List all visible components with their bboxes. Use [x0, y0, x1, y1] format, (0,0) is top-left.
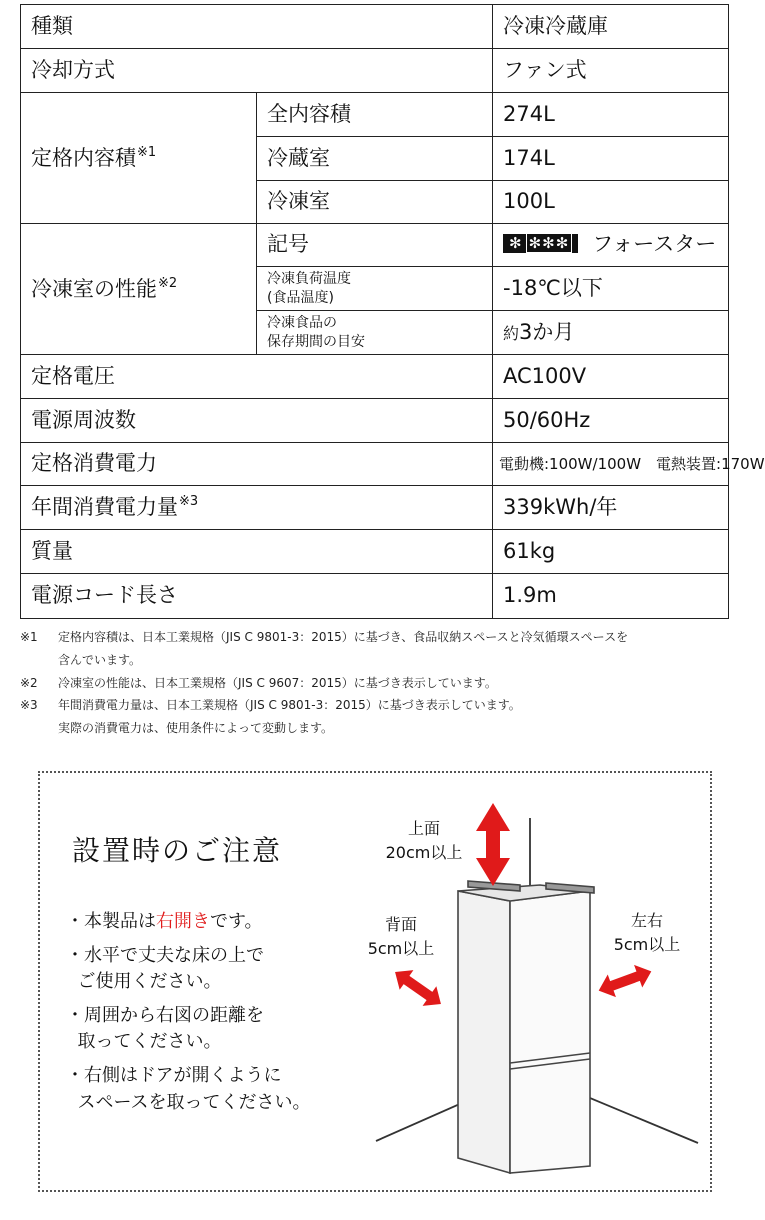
caution-text: です。: [210, 911, 263, 932]
symbol-value: フォースター: [592, 232, 717, 257]
caution-text: ・右側はドアが開くように: [66, 1065, 282, 1087]
top-distance: 20cm以上: [385, 843, 463, 862]
total-label: 全内容積: [257, 93, 493, 137]
power-label: 定格消費電力: [21, 443, 493, 486]
spec-row-annual: [21, 486, 729, 530]
caution-text: ・本製品は: [66, 911, 156, 932]
load-temp-value: -18℃以下: [493, 267, 729, 311]
type-label: 種類: [21, 5, 493, 49]
footnote-line: 含んでいます。: [58, 652, 142, 667]
spec-row-symbol: [21, 224, 729, 267]
load-temp-label: [257, 267, 493, 311]
four-star-badge: [503, 234, 578, 253]
footnote-1: [20, 626, 735, 672]
top-clearance-arrow-icon: [476, 803, 510, 886]
caution-text: スペースを取ってください。: [77, 1091, 311, 1113]
footnote-3: [20, 694, 735, 740]
storage-label: [257, 311, 493, 355]
installation-caution-box: [38, 771, 712, 1192]
cooling-label: 冷却方式: [21, 49, 493, 93]
capacity-label-cell: [21, 93, 257, 224]
storage-value-cell: [493, 311, 729, 355]
freezer-label: 冷凍室: [257, 181, 493, 224]
capacity-note: ※1: [137, 144, 157, 160]
back-distance: 5cm以上: [367, 939, 435, 958]
storage-label-line2: 保存期間の目安: [267, 333, 365, 350]
footnote-mark: ※3: [20, 698, 38, 713]
load-temp-label-line1: 冷凍負荷温度: [267, 270, 351, 287]
star-icon: ✻: [509, 234, 523, 253]
perf-label: 冷凍室の性能: [31, 276, 157, 301]
spec-row-type: [21, 5, 729, 49]
footnote-text: 冷凍室の性能は、日本工業規格（JIS C 9607：2015）に基づき表示しています。: [58, 675, 497, 690]
perf-label-cell: [21, 224, 257, 355]
perf-note: ※2: [158, 275, 178, 291]
voltage-label: 定格電圧: [21, 355, 493, 399]
mass-value: 61kg: [493, 530, 729, 574]
load-temp-label-line2: (食品温度): [267, 289, 334, 306]
footnote-line: 定格内容積は、日本工業規格（JIS C 9801-3：2015）に基づき、食品収納スペースと冷気循環スペースを: [58, 630, 629, 644]
power-value: 電動機:100W/100W 電熱装置:170W: [493, 443, 729, 486]
caution-text: ・周囲から右図の距離を: [66, 1005, 264, 1027]
spec-row-cooling: [21, 49, 729, 93]
top-label: 上面: [407, 819, 440, 838]
caution-text: ・水平で丈夫な床の上で: [66, 945, 264, 967]
footnote-2: [20, 672, 735, 695]
footnote-text: [58, 694, 735, 740]
footnote-mark: ※1: [20, 630, 38, 644]
footnotes: [20, 626, 735, 740]
top-clearance-label: [379, 817, 469, 865]
side-label: 左右: [630, 911, 663, 930]
back-clearance-arrow-icon: [388, 962, 448, 1014]
storage-value: 3か月: [519, 319, 575, 344]
mass-label: 質量: [21, 530, 493, 574]
cord-label: 電源コード長さ: [21, 574, 493, 619]
back-clearance-label: [356, 913, 446, 961]
side-clearance-label: [602, 909, 692, 957]
spec-row-power: [21, 443, 729, 486]
footnote-line: 実際の消費電力は、使用条件によって変動します。: [58, 721, 334, 736]
spec-row-freq: [21, 399, 729, 443]
capacity-label: 定格内容積: [31, 145, 136, 170]
symbol-value-cell: [493, 224, 729, 267]
storage-value-prefix: 約: [503, 323, 520, 343]
fridge-label: 冷蔵室: [257, 137, 493, 181]
annual-label: 年間消費電力量: [31, 495, 178, 520]
annual-note: ※3: [179, 494, 199, 510]
total-value: 274L: [493, 93, 729, 137]
side-distance: 5cm以上: [613, 935, 681, 954]
clearance-diagram: [40, 773, 710, 1190]
footnote-mark: ※2: [20, 675, 38, 690]
spec-row-total: [21, 93, 729, 137]
side-clearance-arrow-icon: [595, 960, 656, 1002]
three-star-box-icon: ✻✻✻: [526, 233, 573, 253]
annual-label-cell: [21, 486, 493, 530]
storage-label-line1: 冷凍食品の: [267, 314, 337, 331]
freq-label: 電源周波数: [21, 399, 493, 443]
freezer-value: 100L: [493, 181, 729, 224]
freq-value: 50/60Hz: [493, 399, 729, 443]
symbol-label: 記号: [257, 224, 493, 267]
voltage-value: AC100V: [493, 355, 729, 399]
annual-value: 339kWh/年: [493, 486, 729, 530]
footnote-text: [58, 626, 735, 672]
refrigerator-icon: [458, 881, 594, 1173]
footnote-line: 年間消費電力量は、日本工業規格（JIS C 9801-3：2015）に基づき表示しています。: [58, 698, 521, 713]
cooling-value: ファン式: [493, 49, 729, 93]
spec-table: [20, 4, 765, 619]
caution-text: 取ってください。: [77, 1031, 222, 1053]
caution-text: ご使用ください。: [77, 971, 222, 993]
cord-value: 1.9m: [493, 574, 729, 619]
spec-row-cord: [21, 574, 729, 619]
spec-row-voltage: [21, 355, 729, 399]
spec-row-mass: [21, 530, 729, 574]
type-value: 冷凍冷蔵庫: [493, 5, 729, 49]
caution-title: 設置時のご注意: [72, 834, 283, 867]
fridge-value: 174L: [493, 137, 729, 181]
right-open-highlight: 右開き: [156, 911, 210, 932]
back-label: 背面: [384, 915, 417, 934]
